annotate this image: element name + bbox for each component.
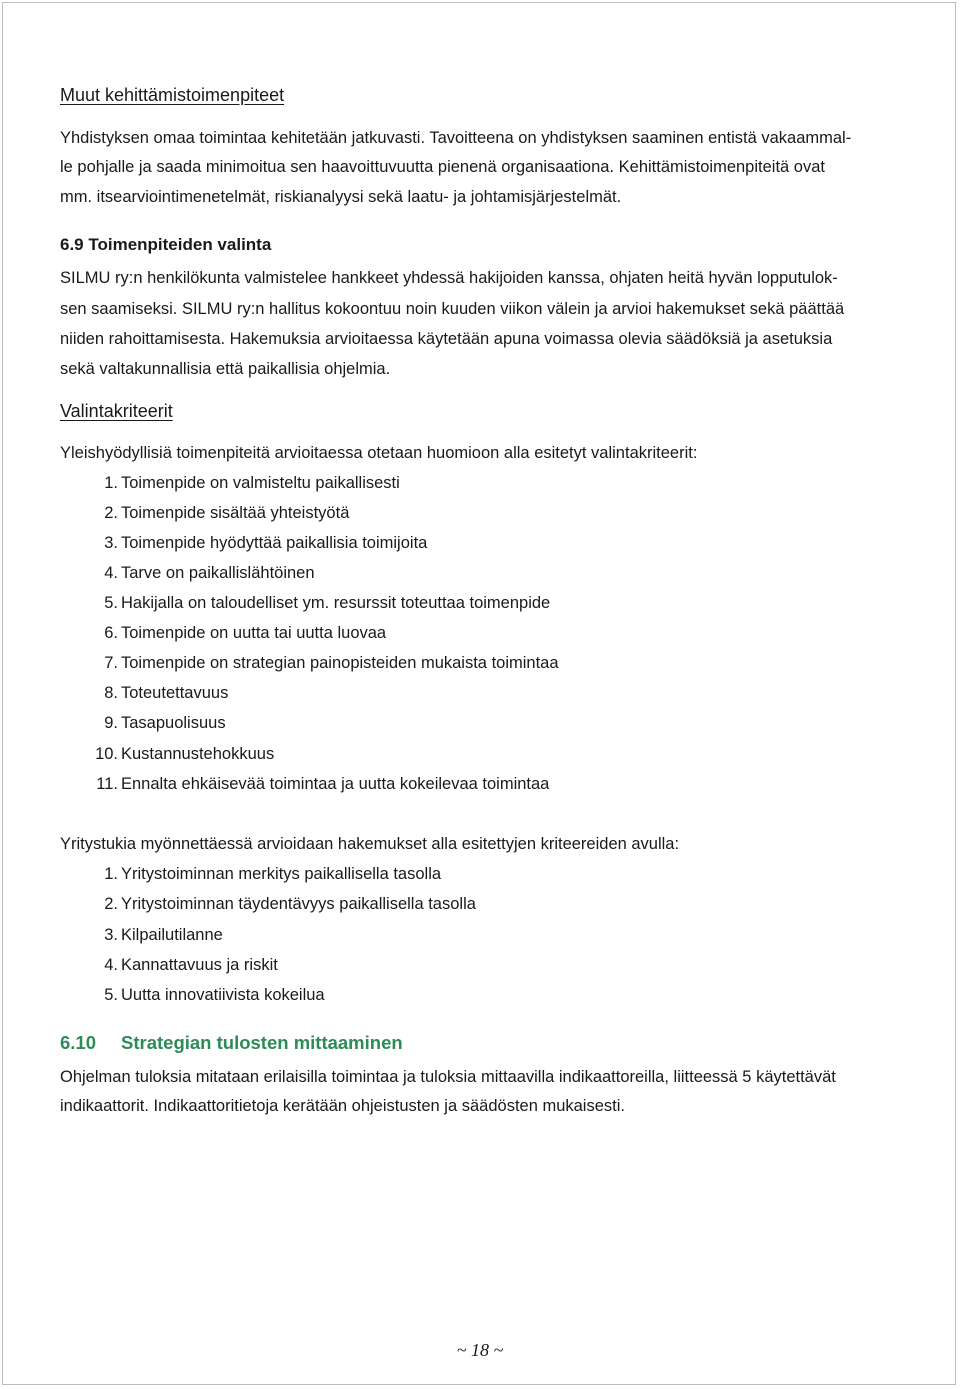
list-item-text: Kannattavuus ja riskit	[121, 956, 278, 974]
page-number: ~ 18 ~	[456, 1340, 504, 1360]
paragraph-line: Yhdistyksen omaa toimintaa kehitetään jatkuvasti. Tavoitteena on yhdistyksen saaminen entistä vakaammal-	[60, 129, 852, 147]
paragraph-line: mm. itsearviointimenetelmät, riskianalyysi sekä laatu- ja johtamisjärjestelmät.	[60, 188, 622, 206]
list-item-number: 1.	[104, 474, 118, 492]
list-item-text: Tarve on paikallislähtöinen	[121, 564, 315, 582]
list-item-number: 6.	[104, 624, 118, 642]
list-item-text: Yritystoiminnan täydentävyys paikallisella tasolla	[121, 895, 476, 913]
list-item-text: Toimenpide on strategian painopisteiden mukaista toimintaa	[121, 654, 559, 672]
list-item	[60, 623, 760, 643]
list-item-text: Toimenpide sisältää yhteistyötä	[121, 504, 350, 522]
heading-6-9-toimenpiteiden-valinta: 6.9 Toimenpiteiden valinta	[60, 235, 272, 254]
paragraph-line: sekä valtakunnallisia että paikallisia ohjelmia.	[60, 360, 391, 378]
list-item	[60, 955, 760, 975]
section-title: Strategian tulosten mittaaminen	[121, 1032, 403, 1053]
list-item	[60, 503, 760, 523]
section-number: 6.10	[60, 1032, 97, 1053]
list-item-text: Hakijalla on taloudelliset ym. resurssit toteuttaa toimenpide	[121, 594, 551, 612]
heading-6-10-strategian-tulosten-mittaaminen	[60, 1032, 660, 1054]
list-item	[60, 985, 760, 1005]
list-item-number: 5.	[104, 594, 118, 612]
paragraph-line: Ohjelman tuloksia mitataan erilaisilla toimintaa ja tuloksia mittaavilla indikaattoreilla, liitteessä 5 käytettävät	[60, 1068, 836, 1086]
list-item-number: 7.	[104, 654, 118, 672]
list-item-text: Uutta innovatiivista kokeilua	[121, 986, 325, 1004]
list-item-text: Kustannustehokkuus	[121, 745, 275, 763]
list-item	[60, 744, 760, 764]
list-item	[60, 925, 760, 945]
list-item	[60, 533, 760, 553]
heading-valintakriteerit: Valintakriteerit	[60, 401, 173, 421]
list-item	[60, 713, 760, 733]
list-item	[60, 653, 760, 673]
paragraph-line: indikaattorit. Indikaattoritietoja kerätään ohjeistusten ja säädösten mukaisesti.	[60, 1097, 625, 1115]
list-item-number: 2.	[104, 895, 118, 913]
paragraph-line: sen saamiseksi. SILMU ry:n hallitus kokoontuu noin kuuden viikon välein ja arvioi hakemukset sekä päättää	[60, 300, 845, 318]
list-item-text: Kilpailutilanne	[121, 926, 223, 944]
list-item-number: 5.	[104, 986, 118, 1004]
list-item-number: 8.	[104, 684, 118, 702]
list-item	[60, 683, 760, 703]
list-item	[60, 894, 760, 914]
list-item-text: Toteutettavuus	[121, 684, 229, 702]
list-item-number: 3.	[104, 926, 118, 944]
list-item	[60, 774, 760, 794]
heading-muut-kehittamistoimenpiteet: Muut kehittämistoimenpiteet	[60, 85, 285, 105]
list-item-number: 1.	[104, 865, 118, 883]
list-item-number: 11.	[96, 775, 118, 793]
list-item-text: Toimenpide hyödyttää paikallisia toimijoita	[121, 534, 428, 552]
list-item-number: 4.	[104, 564, 118, 582]
list-item-text: Ennalta ehkäisevää toimintaa ja uutta kokeilevaa toimintaa	[121, 775, 550, 793]
list-item	[60, 864, 760, 884]
list-item-number: 3.	[104, 534, 118, 552]
paragraph-line: le pohjalle ja saada minimoitua sen haavoittuvuutta pienenä organisaationa. Kehittämistoimenpiteitä ovat	[60, 158, 825, 176]
business-criteria-intro: Yritystukia myönnettäessä arvioidaan hakemukset alla esitettyjen kriteereiden avulla:	[60, 835, 680, 853]
list-item-text: Toimenpide on uutta tai uutta luovaa	[121, 624, 387, 642]
list-item	[60, 563, 760, 583]
list-item-text: Toimenpide on valmisteltu paikallisesti	[121, 474, 400, 492]
list-item-number: 2.	[104, 504, 118, 522]
list-item-number: 10.	[95, 745, 118, 763]
paragraph-line: niiden rahoittamisesta. Hakemuksia arvioitaessa käytetään apuna voimassa olevia säädöksiä ja asetuksia	[60, 330, 833, 348]
list-item-number: 9.	[104, 714, 118, 732]
paragraph-line: SILMU ry:n henkilökunta valmistelee hankkeet yhdessä hakijoiden kanssa, ohjaten heitä hyvän lopputulok-	[60, 269, 838, 287]
list-item-text: Tasapuolisuus	[121, 714, 226, 732]
list-item	[60, 593, 760, 613]
list-item-text: Yritystoiminnan merkitys paikallisella tasolla	[121, 865, 442, 883]
criteria-intro: Yleishyödyllisiä toimenpiteitä arvioitaessa otetaan huomioon alla esitetyt valintakriteerit:	[60, 444, 698, 462]
list-item	[60, 473, 760, 493]
list-item-number: 4.	[104, 956, 118, 974]
